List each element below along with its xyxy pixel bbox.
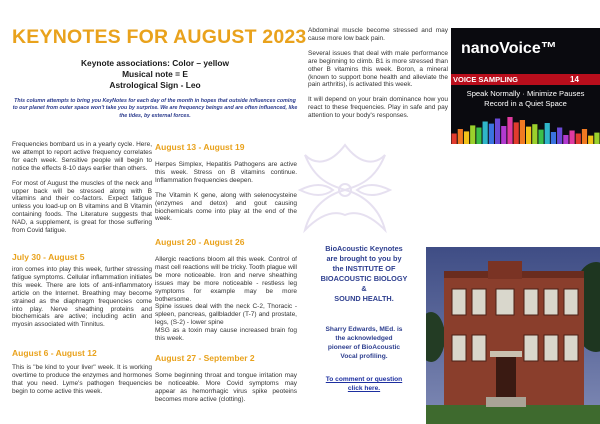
equalizer-bar <box>452 134 457 145</box>
voice-sampling-label: VOICE SAMPLING <box>453 75 519 84</box>
page-title: KEYNOTES FOR AUGUST 2023 <box>12 26 307 48</box>
credit-line-5: & <box>361 284 367 293</box>
heading-aug20: August 20 - August 26 <box>155 237 245 247</box>
equalizer-bar <box>582 129 587 144</box>
equalizer-bar <box>507 117 512 144</box>
column-3-text <box>308 27 448 127</box>
heading-aug13: August 13 - August 19 <box>155 142 245 152</box>
credit-line-6: SOUND HEALTH. <box>334 294 394 303</box>
text-aug6: This is "be kind to your liver" week. It is working overtime to produce the enzymes and hormones that you need. Lyme's pathogen frequencies begin to come active this week. <box>12 364 152 395</box>
association-sign: Astrological Sign - Leo <box>109 80 201 90</box>
equalizer-bar <box>594 133 599 144</box>
equalizer-bar <box>538 130 543 144</box>
equalizer-bar <box>514 122 519 144</box>
nanovoice-title: nanoVoice™ <box>461 40 557 57</box>
comment-link-line-2[interactable]: click here. <box>347 385 381 392</box>
nanovoice-banner[interactable] <box>451 28 600 144</box>
keynote-associations <box>12 58 298 91</box>
equalizer-bar <box>588 136 593 144</box>
paragraph-aug20-2: Spine issues deal with the neck C-2, Thoracic - spleen, pancreas, gallbladder (T-7) and prostate, legs, (S-2) - lower spine <box>155 303 297 327</box>
association-note: Musical note = E <box>122 69 188 79</box>
paragraph-male-performance: Several issues that deal with male performance are beginning to climb. B1 is more stressed than other B vitamins this week. Boron, a mineral (known to support bone health and alleviate the pain arthritis), is activated this week. <box>308 49 448 89</box>
bio-line-4: Vocal profiling. <box>340 353 388 360</box>
credit-line-1: BioAcoustic Keynotes <box>325 244 403 253</box>
paragraph-abdominal: Abdominal muscle become stressed and may cause more low back pain. <box>308 27 448 42</box>
intro-paragraphs <box>12 141 152 242</box>
nanovoice-instruction-2: Record in a Quiet Space <box>484 99 567 108</box>
equalizer-bar <box>464 131 469 144</box>
credit-line-3: the INSTITUTE OF <box>332 264 396 273</box>
equalizer-bar <box>557 128 562 145</box>
nanovoice-instruction-1: Speak Normally · Minimize Pauses <box>466 89 585 98</box>
text-aug13 <box>155 161 297 230</box>
paragraph-frequencies: Frequencies bombard us in a yearly cycle. Here, we attempt to report active frequency correlates for each week. Sensitive people will begin to notice the effects 8-10 days earlier than others. <box>12 141 152 172</box>
decorative-ornament <box>285 135 405 245</box>
equalizer-bar <box>470 125 475 144</box>
heading-aug6: August 6 - August 12 <box>12 348 97 358</box>
equalizer-bar <box>532 124 537 144</box>
intro-text: This column attempts to bring you KeyNotes for each day of the month in hopes that outside influences coming to our planet from outer space won't take you by surprise. We are frequency beings and are often influenced, like the tides, by external forces. <box>12 98 298 119</box>
bio-line-3: pioneer of BioAcoustic <box>327 344 401 351</box>
bio-line-1: Sharry Edwards, MEd. is <box>325 326 403 333</box>
sampling-number: 14 <box>570 75 579 84</box>
equalizer-bar <box>545 123 550 144</box>
equalizer-bar <box>576 134 581 145</box>
institute-building-photo <box>426 247 600 424</box>
heading-jul30: July 30 - August 5 <box>12 252 85 262</box>
heading-aug27: August 27 - September 2 <box>155 353 255 363</box>
text-aug27: Some beginning throat and tongue irritation may be noticeable. More Covid symptoms may appear as hemorrhagic virus spike peoteins becomes more active (clotting). <box>155 372 297 403</box>
text-jul30: iron comes into play this week, further stressing fatigue symptoms. Cellular inflammation initiates this week. There are lots of anti-inflammatory article on the Internet. Breathing may become strained as the diaphragm frequencies come into play. Nerve sheathing proteins and biochemicals are active; including actin and myosin associated with Tinnitus. <box>12 266 152 329</box>
bio-line-2: the acknowledged <box>335 335 393 342</box>
sharry-edwards-bio <box>314 325 414 361</box>
association-color: Keynote associations: Color – yellow <box>81 58 229 68</box>
equalizer-bar <box>489 124 494 144</box>
paragraph-aug20-3: MSG as a toxin may cause increased brain fog this week. <box>155 327 297 343</box>
text-aug20 <box>155 256 297 343</box>
equalizer-bar <box>563 135 568 144</box>
paragraph-august-overview: For most of August the muscles of the neck and upper back will be stressed along with B vitamins and their co-factors. Expect fatigue unless you load-up on B vitamins and B Vitamin containing foods. The Literature suggests that NAD, a supplement, is great for those suffering from Covid fatigue. <box>12 179 152 235</box>
paragraph-aug13-1: Herpes Simplex, Hepatitis Pathogens are active this week. Stress on B vitamins continue. Inflammation frequencies deepen. <box>155 161 297 184</box>
equalizer-bar <box>495 119 500 145</box>
equalizer-bar <box>483 122 488 145</box>
credit-line-4: BIOACOUSTIC BIOLOGY <box>320 274 408 283</box>
equalizer-bar <box>476 128 481 145</box>
equalizer-bar <box>458 129 463 144</box>
comment-link-line-1[interactable]: To comment or question <box>325 376 403 383</box>
equalizer-bar <box>569 131 574 145</box>
credit-line-2: are brought to you by <box>326 254 402 263</box>
paragraph-brain-dominance: It will depend on your brain dominance how you react to these frequencies. Play in safe and pay attention to your body's responses. <box>308 96 448 120</box>
credit-block <box>314 244 414 304</box>
equalizer-graphic <box>451 112 600 144</box>
equalizer-bar <box>526 127 531 144</box>
equalizer-bar <box>551 132 556 144</box>
paragraph-aug13-2: The Vitamin K gene, along with selenocysteine (enzymes and detox) and gout causing biochemicals come into play at the end of the week. <box>155 191 297 223</box>
equalizer-bar <box>501 126 506 144</box>
comment-link[interactable] <box>314 375 414 393</box>
equalizer-bar <box>520 120 525 144</box>
paragraph-aug20-1: Allergic reactions bloom all this week. Control of mast cell reactions will be tricky. Tooth plague will be more noticeable. Iron and nerve sheathing issues may be more noticeable - restless leg symptoms for example may be more bothersome. <box>155 256 297 303</box>
